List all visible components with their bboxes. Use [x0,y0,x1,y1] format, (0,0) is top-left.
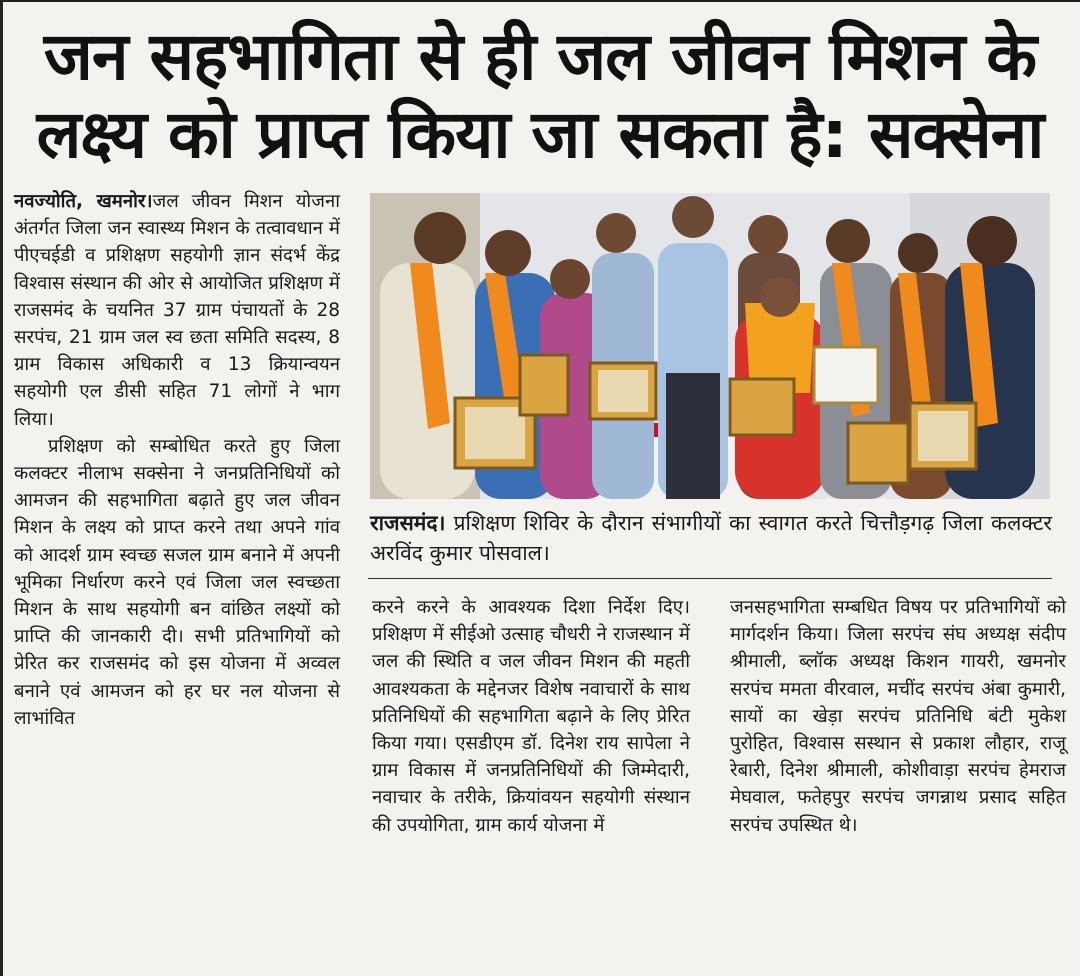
article-column-2-text: करने करने के आवश्यक दिशा निर्देश दिए। प्रशिक्षण में सीईओ उत्साह चौधरी ने राजस्थान में जल की स्थिति व जल जीवन मिशन की महती आवश्यकता के मद्देनजर विशेष नवाचारों के साथ प्रतिनिधियों की सहभागिता बढ़ाने के लिए प्रेरित किया गया। एसडीएम डॉ. दिनेश राय सापेला ने ग्राम विकास में जनप्रतिनिधियों की जिम्मेदारी, नवाचार के तरीके, क्रियांवयन सहयोगी संस्थान की उपयोगिता, ग्राम कार्य योजना में [372,597,690,836]
caption-text: प्रशिक्षण शिविर के दौरान संभागीयों का स्वागत करते चित्तौड़गढ़ जिला कलक्टर अरविंद कुमार पोसवाल। [370,511,1052,565]
dateline: नवज्योति, खमनोर। [14,191,153,212]
caption-place: राजसमंद। [370,511,446,535]
article-column-2 [372,594,690,839]
article-paragraph-2: प्रशिक्षण को सम्बोधित करते हुए जिला कलक्टर नीलाभ सक्सेना ने जनप्रतिनिधियों को आमजन की सहभागिता बढ़ाते हुए जल जीवन मिशन के लक्ष्य को प्राप्त करने तथा अपने गांव को आदर्श ग्राम स्वच्छ सजल ग्राम बनाने में अपनी भूमिका निर्धारण करने एवं जिला जल स्वच्छता मिशन के साथ सहयोगी बन वांछित लक्ष्यों को प्राप्ति की जानकारी दी। सभी प्रतिभागियों को प्रेरित कर राजसमंद को इस योजना में अव्वल बनाने एवं आमजन को हर घर नल योजना से लाभांवित [14,435,340,729]
photo-illustration [370,193,1050,499]
article-paragraph-1: जल जीवन मिशन योजना अंतर्गत जिला जन स्वास्थ्य मिशन के तत्वावधान में पीएचईडी व प्रशिक्षण सहयोगी ज्ञान संदर्भ केंद्र विश्वास संस्थान की ओर से आयोजित प्रशिक्षण में राजसमंद के चयनित 37 ग्राम पंचायतों के 28 सरपंच, 21 ग्राम जल स्व छता समिति सदस्य, 8 ग्राम विकास अधिकारी व 13 क्रियान्वयन सहयोगी एल डीसी सहित 71 लोगों ने भाग लिया। [14,191,341,430]
article-column-3 [730,594,1066,839]
photo-caption [370,508,1052,568]
news-photo [370,193,1050,499]
article-column-3-text: जनसहभागिता सम्बधित विषय पर प्रतिभागियों को मार्गदर्शन किया। जिला सरपंच संघ अध्यक्ष संदीप श्रीमाली, ब्लॉक अध्यक्ष किशन गायरी, खमनोर सरपंच ममता वीरवाल, मचींद सरपंच अंबा कुमारी, सायों का खेड़ा सरपंच प्रतिनिधि बंटी मुकेश पुरोहित, विश्वास सस्थान से प्रकाश लौहार, राजू रेबारी, दिनेश श्रीमाली, कोशीवाड़ा सरपंच हेमराज मेघवाल, फतेहपुर सरपंच जगन्नाथ प्रसाद सहित सरपंच उपस्थित थे। [730,597,1066,836]
headline [0,18,1080,174]
headline-line-1: जन सहभागिता से ही जल जीवन मिशन के [43,18,1037,95]
article-column-1 [14,188,340,732]
caption-rule [368,578,1052,579]
headline-line-2: लक्ष्य को प्राप्त किया जा सकता है: सक्सेना [36,96,1044,173]
